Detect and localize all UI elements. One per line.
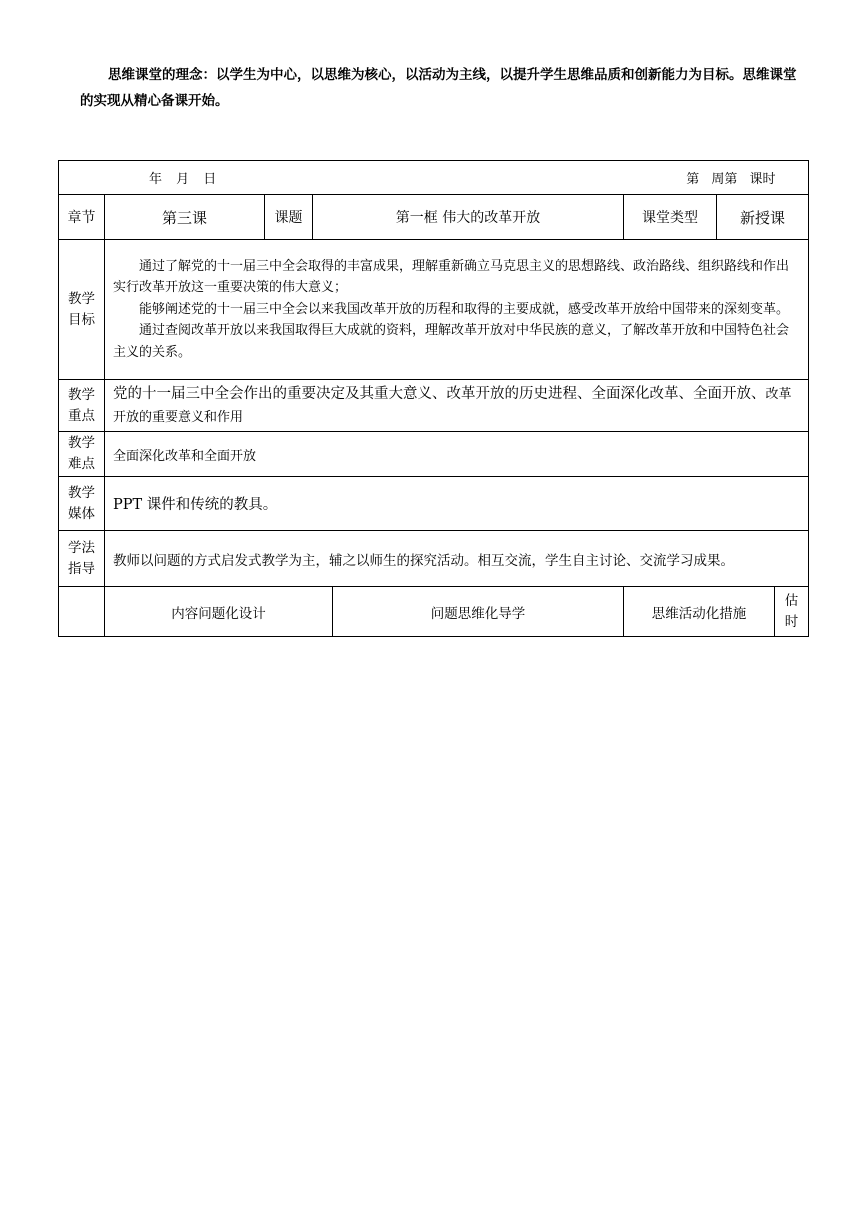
key-points-row bbox=[59, 380, 809, 432]
difficulties-label: 教学 难点 bbox=[59, 432, 105, 477]
media-label: 教学 媒体 bbox=[59, 477, 105, 531]
lesson-plan-table bbox=[58, 160, 809, 637]
media-row bbox=[59, 477, 809, 531]
content-design-header: 内容问题化设计 bbox=[105, 587, 333, 637]
difficulties-content: 全面深化改革和全面开放 bbox=[105, 432, 809, 477]
date-field: 年 月 日 bbox=[149, 172, 217, 187]
guide-header: 问题思维化导学 bbox=[333, 587, 624, 637]
chapter-value: 第三课 bbox=[105, 195, 265, 240]
time-estimate-header: 估 时 bbox=[775, 587, 809, 636]
header-row bbox=[59, 195, 809, 240]
date-row bbox=[59, 161, 809, 195]
class-type-label: 课堂类型 bbox=[624, 195, 717, 240]
goal-item: 通过了解党的十一届三中全会取得的丰富成果，理解重新确立马克思主义的思想路线、政治路线、组织路线和作出实行改革开放这一重要决策的伟大意义； bbox=[113, 258, 790, 296]
goals-label: 教学 目标 bbox=[59, 240, 105, 380]
media-content: PPT 课件和传统的教具。 bbox=[105, 477, 809, 531]
chapter-label: 章节 bbox=[59, 195, 105, 240]
blank-cell bbox=[59, 587, 105, 637]
topic-label: 课题 bbox=[265, 195, 313, 240]
topic-value: 第一框 伟大的改革开放 bbox=[313, 195, 624, 240]
goal-item: 能够阐述党的十一届三中全会以来我国改革开放的历程和取得的主要成就，感受改革开放给中国带来的深刻变革。 bbox=[139, 301, 790, 317]
key-points-label: 教学 重点 bbox=[59, 380, 105, 432]
goal-item: 通过查阅改革开放以来我国取得巨大成就的资料，理解改革开放对中华民族的意义，了解改革开放和中国特色社会主义的关系。 bbox=[113, 323, 790, 360]
columns-header-row bbox=[59, 587, 809, 637]
difficulties-row bbox=[59, 432, 809, 477]
goals-row bbox=[59, 240, 809, 380]
class-type-value: 新授课 bbox=[717, 195, 809, 240]
goals-content bbox=[105, 240, 809, 380]
intro-paragraph: 思维课堂的理念：以学生为中心，以思维为核心，以活动为主线，以提升学生思维品质和创新能力为目标。思维课堂的实现从精心备课开始。 bbox=[80, 67, 797, 109]
key-points-content: 党的十一届三中全会作出的重要决定及其重大意义、改革开放的历史进程、全面深化改革、全面开放、改革开放的重要意义和作用 bbox=[105, 380, 809, 432]
method-label: 学法 指导 bbox=[59, 531, 105, 587]
method-content: 教师以问题的方式启发式教学为主，辅之以师生的探究活动。相互交流，学生自主讨论、交流学习成果。 bbox=[105, 531, 809, 587]
week-period-field: 第 周第 课时 bbox=[686, 172, 776, 187]
method-row bbox=[59, 531, 809, 587]
activity-header: 思维活动化措施 bbox=[651, 605, 747, 622]
